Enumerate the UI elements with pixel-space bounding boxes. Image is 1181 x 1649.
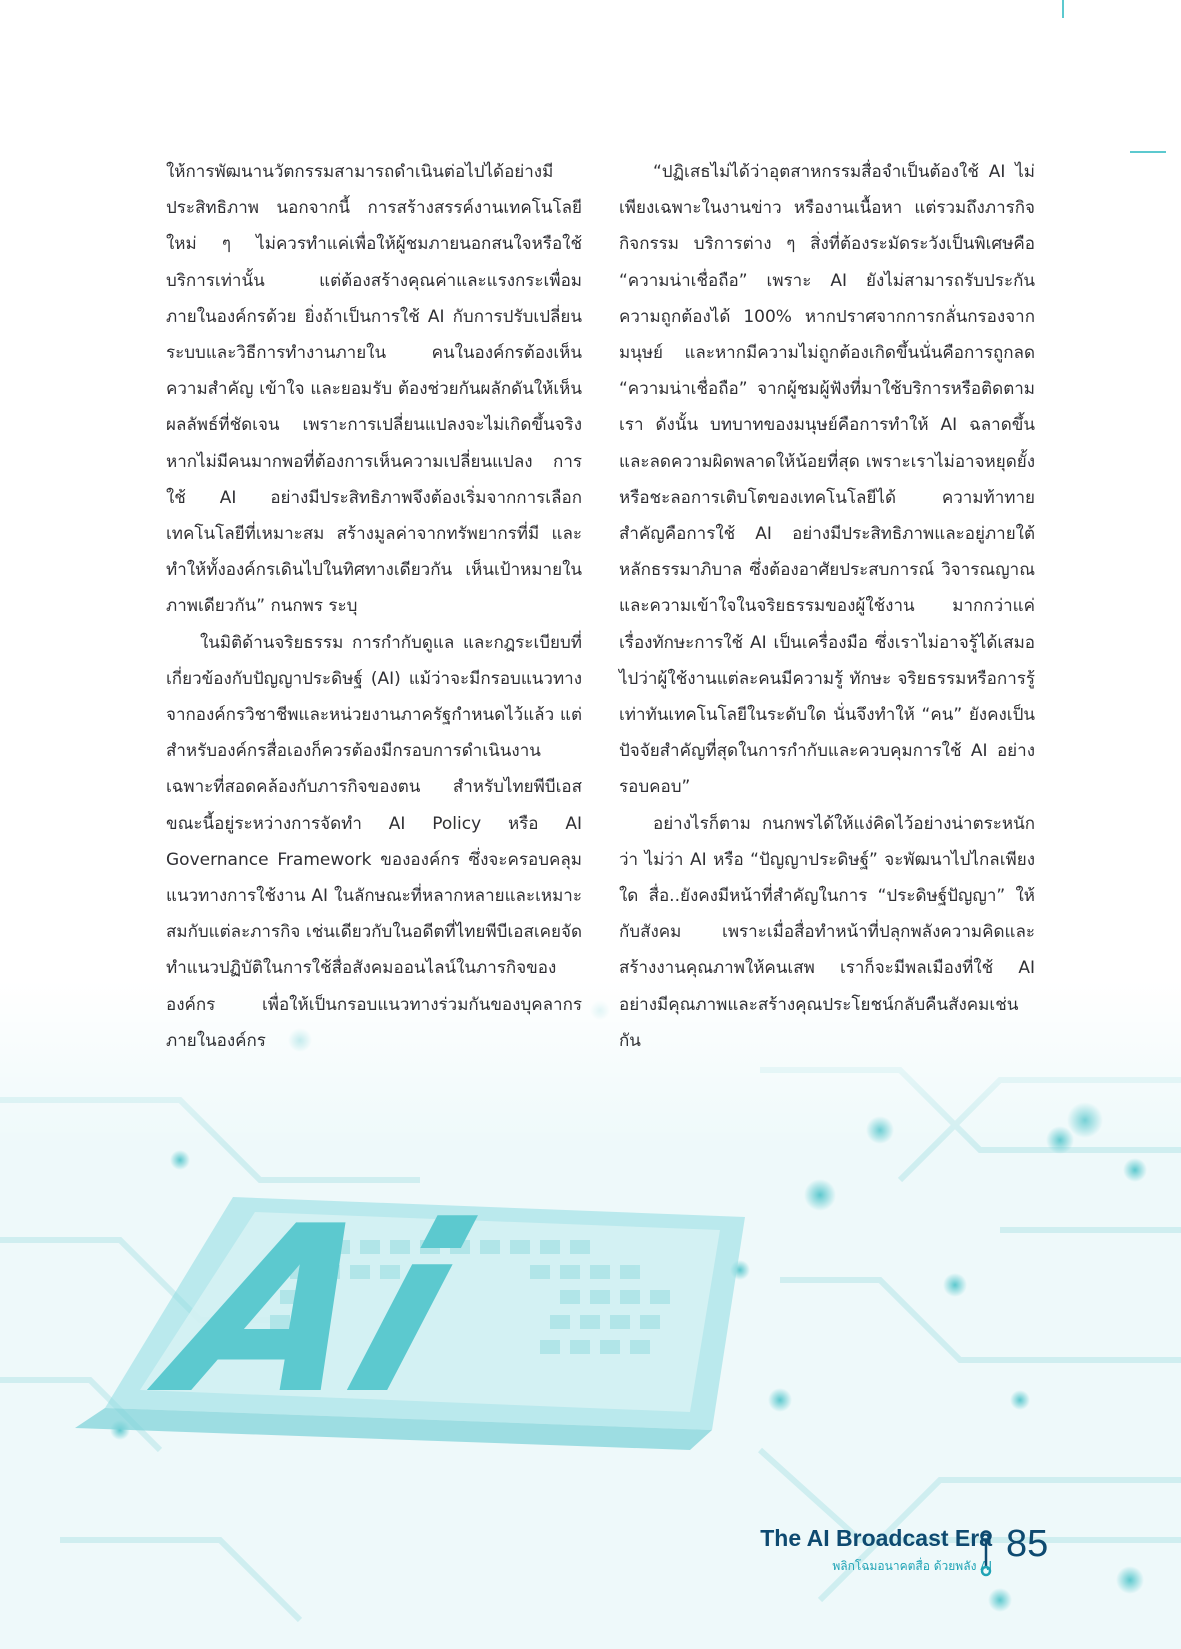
article-right-column <box>619 154 1035 1059</box>
page-footer <box>700 1525 1120 1585</box>
publication-title: The AI Broadcast Era <box>760 1525 992 1551</box>
article-left-column <box>166 154 582 1059</box>
right-paragraph-2: อย่างไรก็ตาม กนกพรได้ให้แง่คิดไว้อย่างน่าตระหนักว่า ไม่ว่า AI หรือ “ปัญญาประดิษฐ์” จะพัฒนาไปไกลเพียงใด สื่อ..ยังคงมีหน้าที่สำคัญในการ “ประดิษฐ์ปัญญา” ให้กับสังคม เพราะเมื่อสื่อทำหน้าที่ปลุกพลังความคิดและสร้างงานคุณภาพให้คนเสพ เราก็จะมีพลเมืองที่ใช้ AI อย่างมีคุณภาพและสร้างคุณประโยชน์กลับคืนสังคมเช่นกัน <box>619 813 1035 1051</box>
pin-icon <box>979 1529 993 1577</box>
side-accent-line <box>1130 151 1166 153</box>
top-accent-line <box>1062 0 1064 18</box>
left-paragraph-1: ให้การพัฒนานวัตกรรมสามารถดำเนินต่อไปได้อย่างมีประสิทธิภาพ นอกจากนี้ การสร้างสรรค์งานเทคโนโลยีใหม่ ๆ ไม่ควรทำแค่เพื่อให้ผู้ชมภายนอกสนใจหรือใช้บริการเท่านั้น แต่ต้องสร้างคุณค่าและแรงกระเพื่อมภายในองค์กรด้วย ยิ่งถ้าเป็นการใช้ AI กับการปรับเปลี่ยนระบบและวิธีการทำงานภายใน คนในองค์กรต้องเห็นความสำคัญ เข้าใจ และยอมรับ ต้องช่วยกันผลักดันให้เห็นผลลัพธ์ที่ชัดเจน เพราะการเปลี่ยนแปลงจะไม่เกิดขึ้นจริง หากไม่มีคนมากพอที่ต้องการเห็นความเปลี่ยนแปลง การใช้ AI อย่างมีประสิทธิภาพจึงต้องเริ่มจากการเลือกเทคโนโลยีที่เหมาะสม สร้างมูลค่าจากทรัพยากรที่มี และทำให้ทั้งองค์กรเดินไปในทิศทางเดียวกัน เห็นเป้าหมายในภาพเดียวกัน” กนกพร ระบุ <box>166 162 582 617</box>
publication-subtitle: พลิกโฉมอนาคตสื่อ ด้วยพลัง AI <box>832 1559 992 1573</box>
page-number: 85 <box>1006 1523 1049 1565</box>
left-paragraph-2: ในมิติด้านจริยธรรม การกำกับดูแล และกฎระเบียบที่เกี่ยวข้องกับปัญญาประดิษฐ์ (AI) แม้ว่าจะมีกรอบแนวทางจากองค์กรวิชาชีพและหน่วยงานภาครัฐกำหนดไว้แล้ว แต่สำหรับองค์กรสื่อเองก็ควรต้องมีกรอบการดำเนินงานเฉพาะที่สอดคล้องกับภารกิจของตน สำหรับไทยพีบีเอส ขณะนี้อยู่ระหว่างการจัดทำ AI Policy หรือ AI Governance Framework ขององค์กร ซึ่งจะครอบคลุมแนวทางการใช้งาน AI ในลักษณะที่หลากหลายและเหมาะสมกับแต่ละภารกิจ เช่นเดียวกับในอดีตที่ไทยพีบีเอสเคยจัดทำแนวปฏิบัติในการใช้สื่อสังคมออนไลน์ในภารกิจขององค์กร เพื่อให้เป็นกรอบแนวทางร่วมกันของบุคลากรภายในองค์กร <box>166 632 582 1051</box>
right-paragraph-1: “ปฏิเสธไม่ได้ว่าอุตสาหกรรมสื่อจำเป็นต้องใช้ AI ไม่เพียงเฉพาะในงานข่าว หรืองานเนื้อหา แต่รวมถึงภารกิจ กิจกรรม บริการต่าง ๆ สิ่งที่ต้องระมัดระวังเป็นพิเศษคือ “ความน่าเชื่อถือ” เพราะ AI ยังไม่สามารถรับประกันความถูกต้องได้ 100% หากปราศจากการกลั่นกรองจากมนุษย์ และหากมีความไม่ถูกต้องเกิดขึ้นนั่นคือการถูกลด “ความน่าเชื่อถือ” จากผู้ชมผู้ฟังที่มาใช้บริการหรือติดตามเรา ดังนั้น บทบาทของมนุษย์คือการทำให้ AI ฉลาดขึ้นและลดความผิดพลาดให้น้อยที่สุด เพราะเราไม่อาจหยุดยั้งหรือชะลอการเติบโตของเทคโนโลยีได้ ความท้าทายสำคัญคือการใช้ AI อย่างมีประสิทธิภาพและอยู่ภายใต้หลักธรรมาภิบาล ซึ่งต้องอาศัยประสบการณ์ วิจารณญาณ และความเข้าใจในจริยธรรมของผู้ใช้งาน มากกว่าแค่เรื่องทักษะการใช้ AI เป็นเครื่องมือ ซึ่งเราไม่อาจรู้ได้เสมอไปว่าผู้ใช้งานแต่ละคนมีความรู้ ทักษะ จริยธรรมหรือการรู้เท่าทันเทคโนโลยีในระดับใด นั่นจึงทำให้ “คน” ยังคงเป็นปัจจัยสำคัญที่สุดในการกำกับและควบคุมการใช้ AI อย่างรอบคอบ” <box>619 162 1035 798</box>
